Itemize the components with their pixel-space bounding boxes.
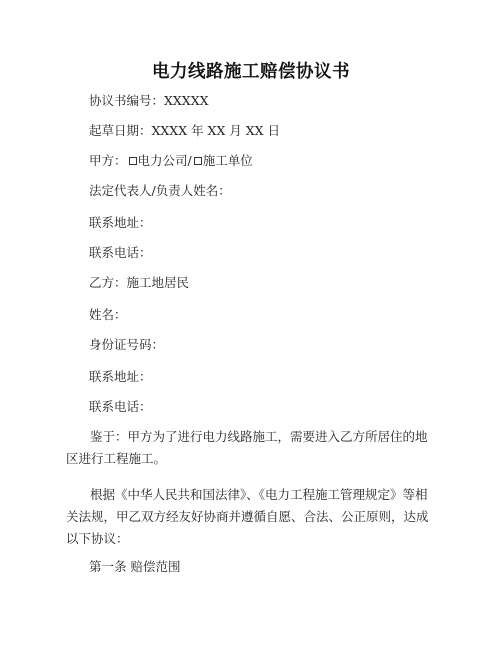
party-b: 乙方：施工地居民 [89,275,190,290]
party-a-address: 联系地址： [89,215,152,230]
legal-basis-paragraph: 根据《中华人民共和国法律》、《电力工程施工管理规定》等相关法规，甲乙双方经友好协商并遵循自愿、合法、公正原则，达成以下协议： [66,487,429,546]
party-a-option-construction-unit: 施工单位 [202,153,253,168]
party-a-prefix: 甲方： [89,153,127,168]
checkbox-icon [194,157,202,165]
agreement-number: 协议书编号：XXXXX [89,93,209,108]
party-a-phone: 联系电话： [89,245,152,260]
party-b-id-number: 身份证号码： [89,337,165,352]
document-title: 电力线路施工赔偿协议书 [152,62,350,82]
party-b-address: 联系地址： [89,369,152,384]
party-b-name: 姓名： [89,307,127,322]
article-1-heading: 第一条 赔偿范围 [89,559,181,574]
whereas-paragraph: 鉴于：甲方为了进行电力线路施工，需要进入乙方所居住的地区进行工程施工。 [66,429,428,466]
checkbox-icon [129,157,137,165]
party-b-phone: 联系电话： [89,399,152,414]
party-a-option-power-company: 电力公司/ [137,153,192,168]
draft-date: 起草日期：XXXX 年 XX 月 XX 日 [89,123,281,138]
party-a [89,152,253,170]
legal-representative: 法定代表人/负责人姓名： [89,183,231,198]
